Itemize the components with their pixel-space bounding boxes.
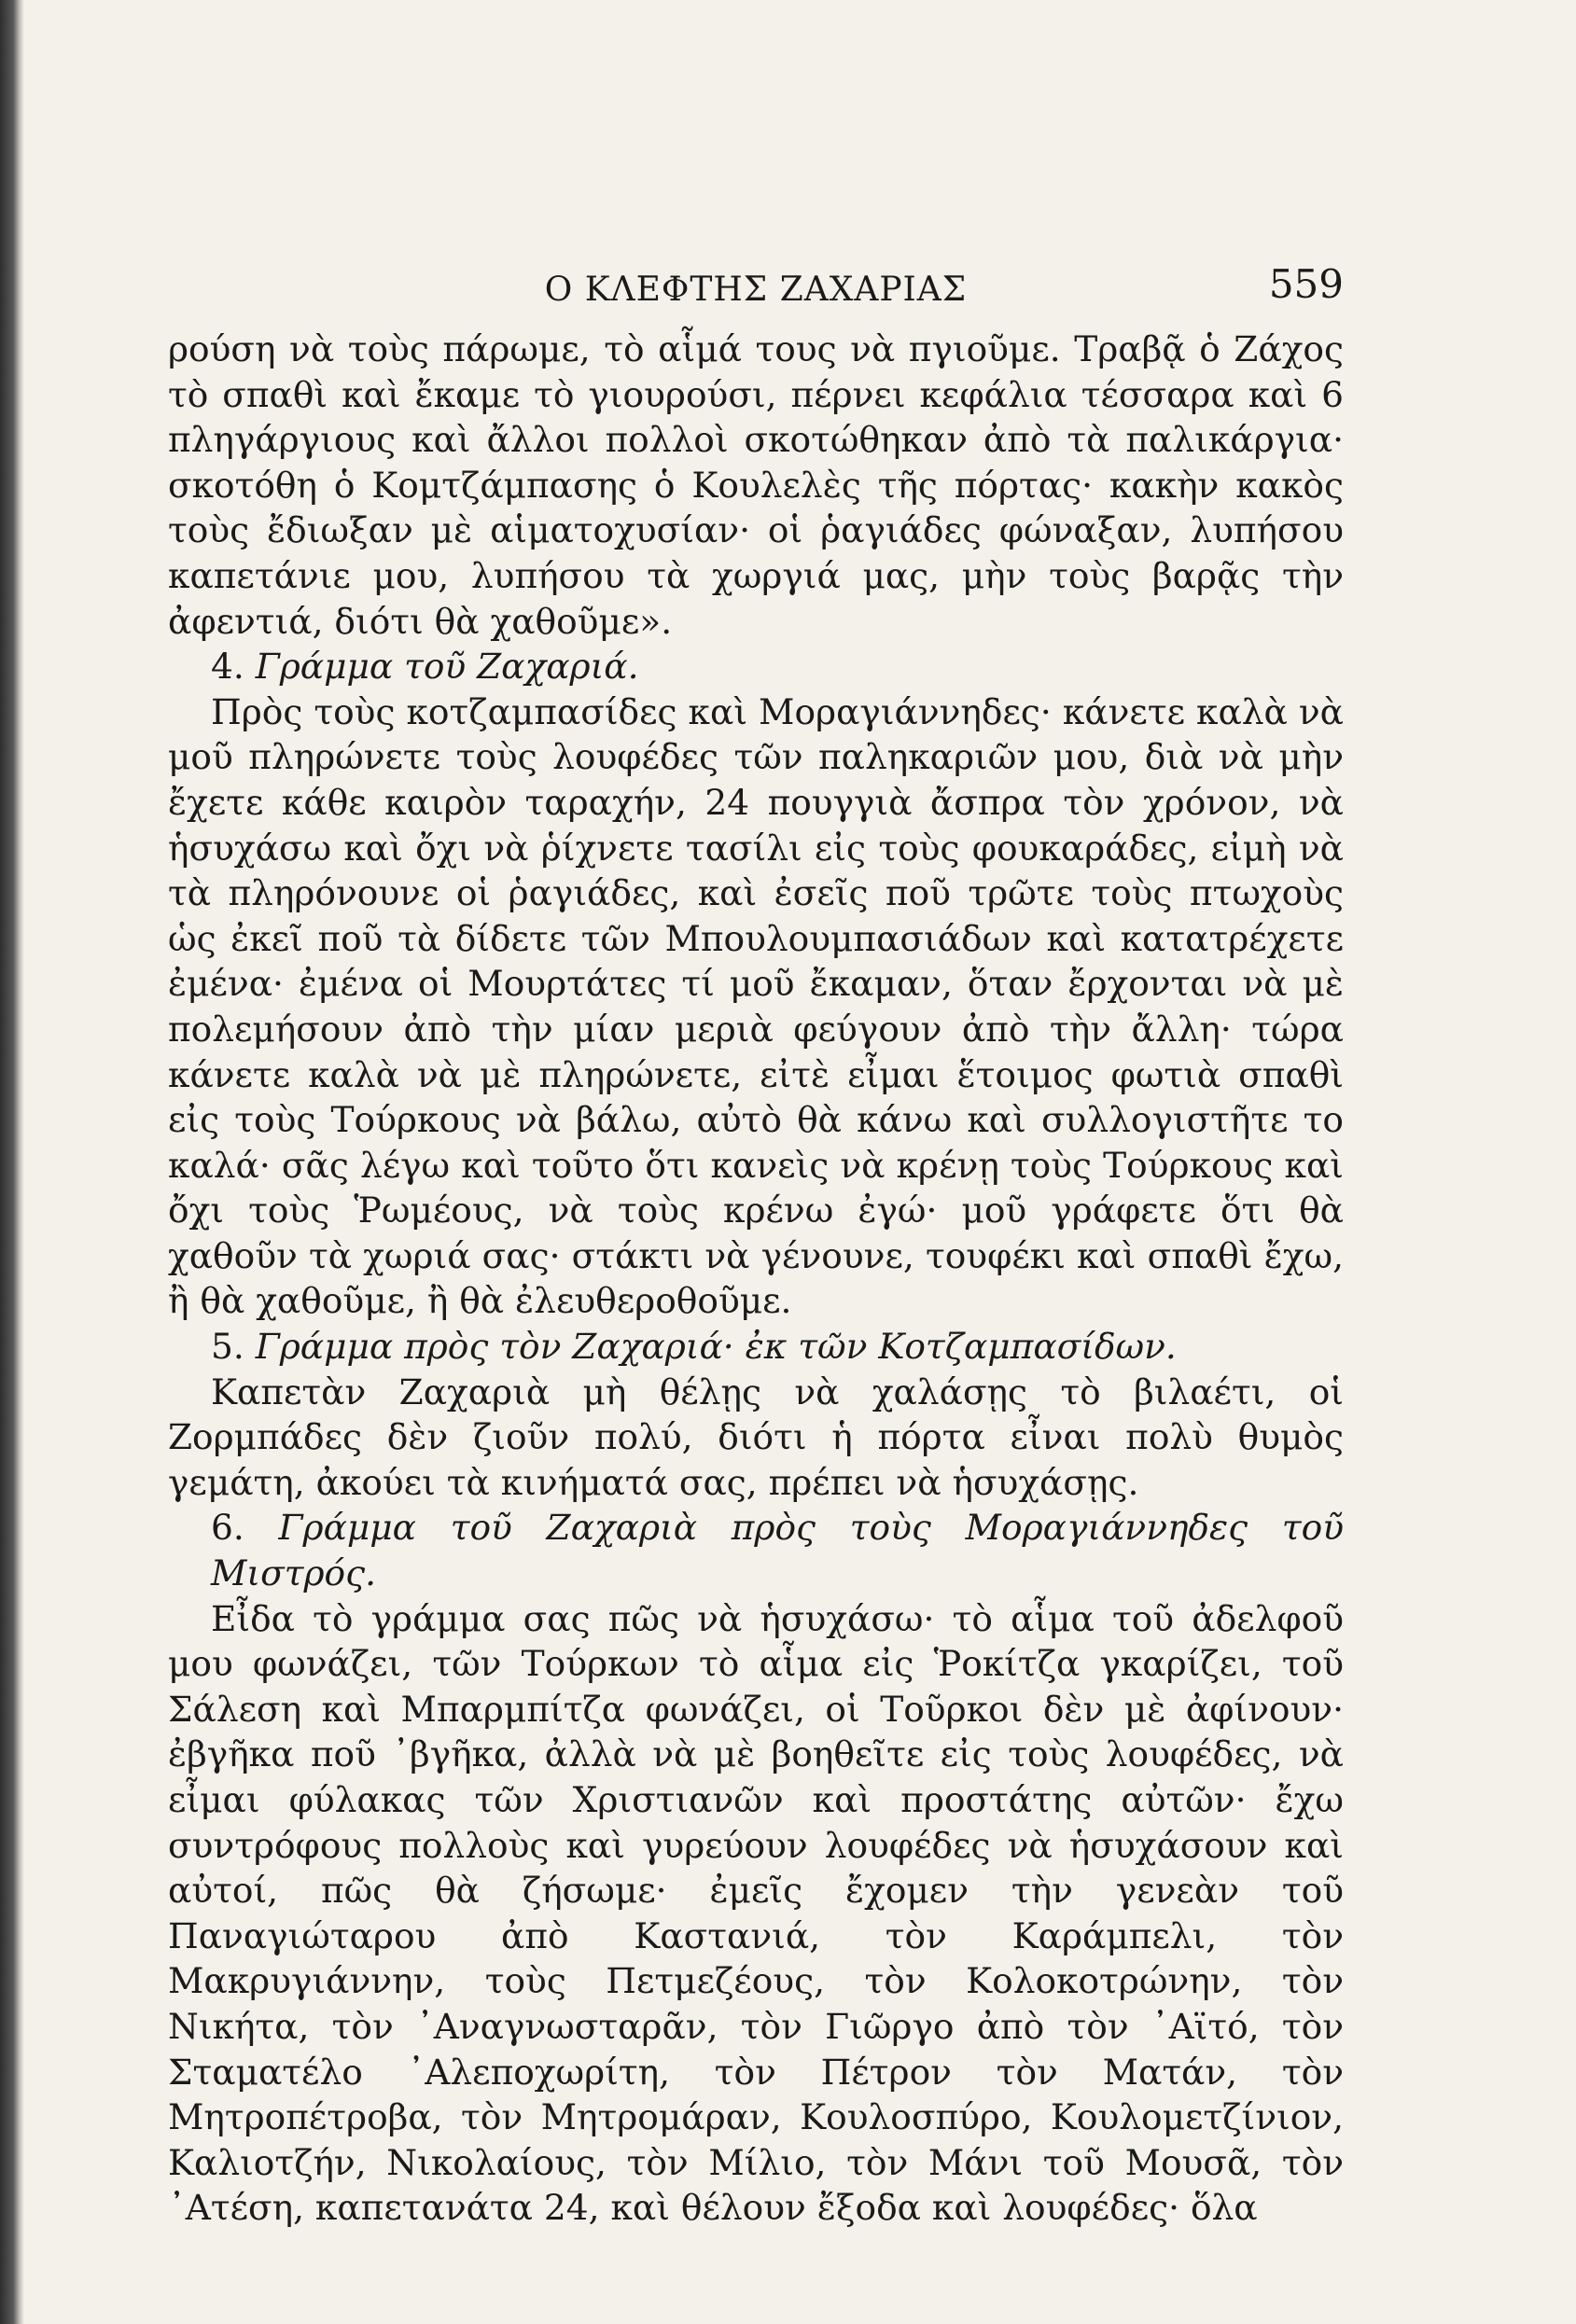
- section-number-5: 5.: [211, 1326, 244, 1368]
- section-number-6: 6.: [211, 1507, 244, 1549]
- book-page: [168, 252, 1344, 2286]
- section-heading-4: [168, 644, 1344, 689]
- section-title-6: Γράμμα τοῦ Ζαχαριὰ πρὸς τοὺς Μοραγιάννηδες τοῦ Μιστρός.: [211, 1507, 1345, 1594]
- page-text: [168, 327, 1344, 2231]
- running-head: [168, 252, 1344, 327]
- section-number-4: 4.: [211, 646, 244, 688]
- paragraph-continuation: ρούση νὰ τοὺς πάρωμε, τὸ αἷμά τους νὰ πγιοῦμε. Τραβᾷ ὁ Ζάχος τὸ σπαθὶ καὶ ἔκαμε τὸ γιουρούσι, πέρνει κεφάλια τέσσαρα καὶ 6 πληγάργιους καὶ ἄλλοι πολλοὶ σκοτώθηκαν ἀπὸ τὰ παλικάργια· σκοτόθη ὁ Κομτζάμπασης ὁ Κουλελὲς τῆς πόρτας· κακὴν κακὸς τοὺς ἔδιωξαν μὲ αἱματοχυσίαν· οἱ ῥαγιάδες φώναξαν, λυπήσου καπετάνιε μου, λυπήσου τὰ χωργιά μας, μὴν τοὺς βαρᾷς τὴν ἀφεντιά, διότι θὰ χαθοῦμε».: [168, 328, 1344, 642]
- section-title-5: Γράμμα πρὸς τὸν Ζαχαριά· ἐκ τῶν Κοτζαμπασίδων.: [255, 1326, 1177, 1368]
- scan-edge: [0, 0, 24, 2324]
- paragraph-letter-4: Πρὸς τοὺς κοτζαμπασίδες καὶ Μοραγιάννηδες· κάνετε καλὰ νὰ μοῦ πληρώνετε τοὺς λουφέδες τῶν παληκαριῶν μου, διὰ νὰ μὴν ἔχετε κάθε καιρὸν ταραχήν, 24 πουγγιὰ ἄσπρα τὸν χρόνον, νὰ ἡσυχάσω καὶ ὄχι νὰ ῥίχνετε τασίλι εἰς τοὺς φουκαράδες, εἰμὴ νὰ τὰ πληρόνουνε οἱ ῥαγιάδες, καὶ ἐσεῖς ποῦ τρῶτε τοὺς πτωχοὺς ὡς ἐκεῖ ποῦ τὰ δίδετε τῶν Μπουλουμπασιάδων καὶ κατατρέχετε ἐμένα· ἐμένα οἱ Μουρτάτες τί μοῦ ἔκαμαν, ὅταν ἔρχονται νὰ μὲ πολεμήσουν ἀπὸ τὴν μίαν μεριὰ φεύγουν ἀπὸ τὴν ἄλλη· τώρα κάνετε καλὰ νὰ μὲ πληρώνετε, εἰτὲ εἶμαι ἕτοιμος φωτιὰ σπαθὶ εἰς τοὺς Τούρκους νὰ βάλω, αὐτὸ θὰ κάνω καὶ συλλογιστῆτε το καλά· σᾶς λέγω καὶ τοῦτο ὅτι κανεὶς νὰ κρένῃ τοὺς Τούρκους καὶ ὄχι τοὺς Ῥωμέους, νὰ τοὺς κρένω ἐγώ· μοῦ γράφετε ὅτι θὰ χαθοῦν τὰ χωριά σας· στάκτι νὰ γένουνε, τουφέκι καὶ σπαθὶ ἔχω, ἢ θὰ χαθοῦμε, ἢ θὰ ἐλευθεροθοῦμε.: [168, 690, 1344, 1322]
- section-title-4: Γράμμα τοῦ Ζαχαριά.: [255, 646, 639, 688]
- paragraph-letter-5: Καπετὰν Ζαχαριὰ μὴ θέλῃς νὰ χαλάσῃς τὸ βιλαέτι, οἱ Ζορμπάδες δὲν ζιοῦν πολύ, διότι ἡ πόρτα εἶναι πολὺ θυμὸς γεμάτη, ἀκούει τὰ κινήματά σας, πρέπει νὰ ἡσυχάσῃς.: [168, 1371, 1344, 1503]
- paragraph-letter-6: Εἶδα τὸ γράμμα σας πῶς νὰ ἡσυχάσω· τὸ αἷμα τοῦ ἀδελφοῦ μου φωνάζει, τῶν Τούρκων τὸ αἷμα εἰς Ῥοκίτζα γκαρίζει, τοῦ Σάλεση καὶ Μπαρμπίτζα φωνάζει, οἱ Τοῦρκοι δὲν μὲ ἀφίνουν· ἐβγῆκα ποῦ ᾿βγῆκα, ἀλλὰ νὰ μὲ βοηθεῖτε εἰς τοὺς λουφέδες, νὰ εἶμαι φύλακας τῶν Χριστιανῶν καὶ προστάτης αὐτῶν· ἔχω συντρόφους πολλοὺς καὶ γυρεύουν λουφέδες νὰ ἡσυχάσουν καὶ αὐτοί, πῶς θὰ ζήσωμε· ἐμεῖς ἔχομεν τὴν γενεὰν τοῦ Παναγιώταρου ἀπὸ Καστανιά, τὸν Καράμπελι, τὸν Μακρυγιάννην, τοὺς Πετμεζέους, τὸν Κολοκοτρώνην, τὸν Νικήτα, τὸν ᾿Αναγνωσταρᾶν, τὸν Γιῶργο ἀπὸ τὸν ᾿Αϊτό, τὸν Σταματέλο ᾿Αλεποχωρίτη, τὸν Πέτρον τὸν Ματάν, τὸν Μητροπέτροβα, τὸν Μητρομάραν, Κουλοσπύρο, Κουλομετζίνιον, Καλιοτζήν, Νικολαίους, τὸν Μίλιο, τὸν Μάνι τοῦ Μουσᾶ, τὸν ᾿Ατέση, καπετανάτα 24, καὶ θέλουν ἔξοδα καὶ λουφέδες· ὅλα: [168, 1597, 1344, 2229]
- section-heading-6: [168, 1505, 1344, 1595]
- section-heading-5: [168, 1324, 1344, 1370]
- running-title: Ο ΚΛΕΦΤΗΣ ΖΑΧΑΡΙΑΣ: [544, 271, 968, 309]
- page-number: 559: [1268, 261, 1344, 307]
